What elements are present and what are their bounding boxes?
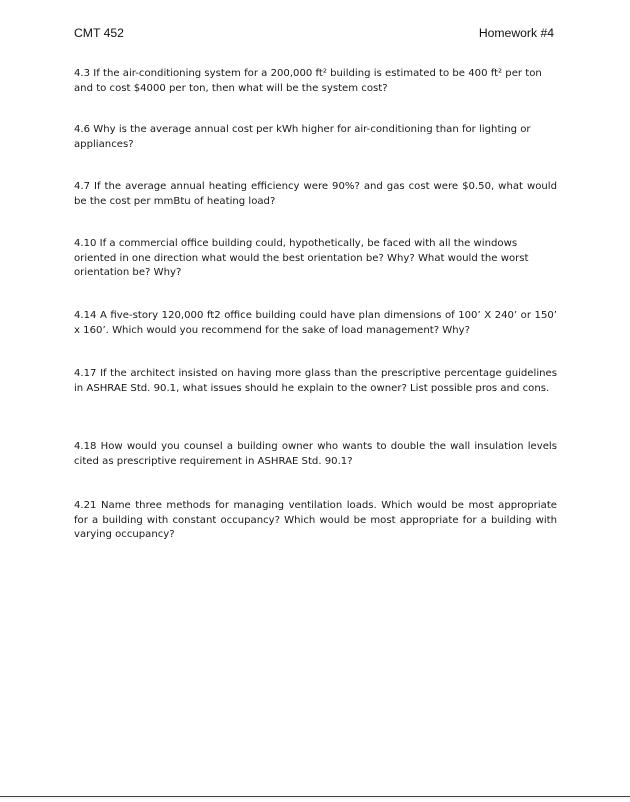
assignment-title: Homework #4: [478, 26, 554, 40]
question-4-10: 4.10 If a commercial office building could, hypothetically, be faced with all the windows oriented in one direction what would the best orientation be? Why? What would the worst orientation be? Why?: [74, 238, 529, 279]
question-4-6: 4.6 Why is the average annual cost per kWh higher for air-conditioning than for lighting or appliances?: [74, 124, 531, 150]
question-4-3: 4.3 If the air-conditioning system for a 200,000 ft² building is estimated to be 400 ft² per ton and to cost $4000 per ton, then what will be the system cost?: [74, 68, 542, 94]
question-4-14: 4.14 A five-story 120,000 ft2 office building could have plan dimensions of 100’ X 240’ or 150’ x 160’. Which would you recommend for the sake of load management? Why?: [74, 310, 557, 336]
question-4-7: 4.7 If the average annual heating efficiency were 90%? and gas cost were $0.50, what would be the cost per mmBtu of heating load?: [74, 181, 557, 207]
course-code: CMT 452: [74, 26, 124, 40]
question-4-17: 4.17 If the architect insisted on having more glass than the prescriptive percentage guidelines in ASHRAE Std. 90.1, what issues should he explain to the owner? List possible pros and cons.: [74, 368, 557, 394]
question-4-21: 4.21 Name three methods for managing ventilation loads. Which would be most appropriate for a building with constant occupancy? Which would be most appropriate for a building with varying occupancy?: [74, 500, 557, 541]
question-4-18: 4.18 How would you counsel a building owner who wants to double the wall insulation levels cited as prescriptive requirement in ASHRAE Std. 90.1?: [74, 441, 557, 467]
